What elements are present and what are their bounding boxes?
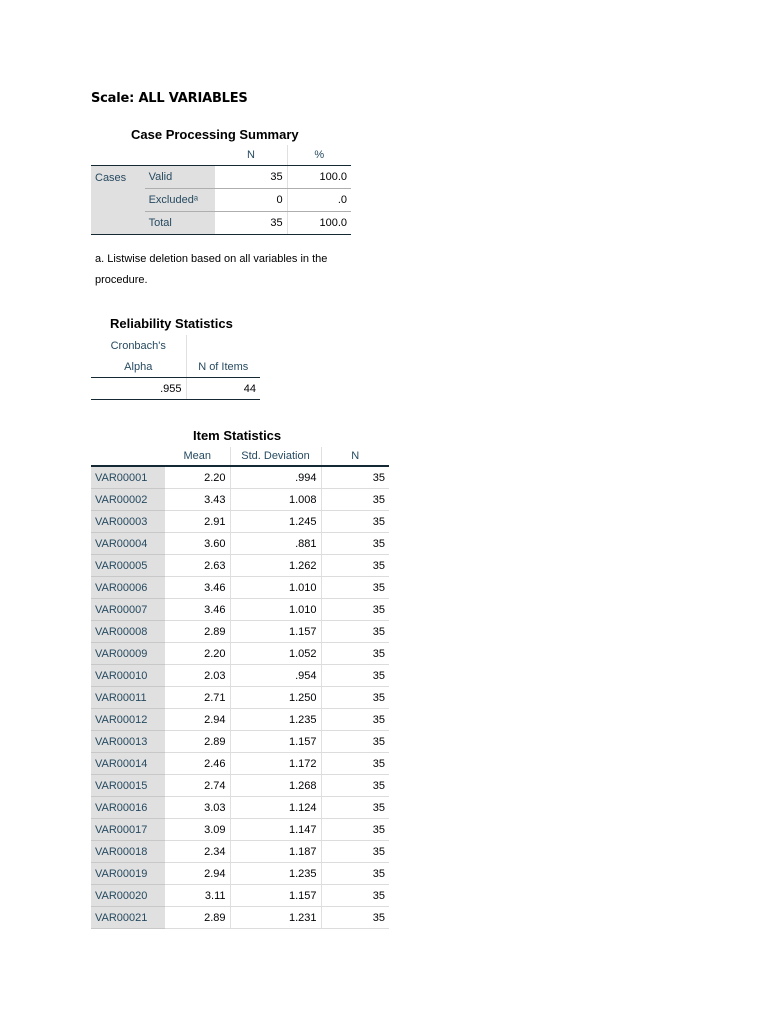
reliability-header-row-2	[91, 356, 260, 378]
item-mean: 2.89	[165, 731, 230, 753]
item-var-label: VAR00021	[91, 907, 165, 929]
case-row-label: Valid	[145, 166, 216, 189]
item-n: 35	[321, 489, 389, 511]
item-n: 35	[321, 466, 389, 489]
item-mean: 2.03	[165, 665, 230, 687]
table-row	[91, 863, 389, 885]
table-row	[91, 709, 389, 731]
header-cronbach-line1: Cronbach's	[91, 335, 186, 356]
item-mean: 3.46	[165, 599, 230, 621]
item-mean: 2.94	[165, 709, 230, 731]
item-mean: 2.34	[165, 841, 230, 863]
case-row-pct: 100.0	[287, 166, 351, 189]
header-n: N	[321, 447, 389, 466]
item-n: 35	[321, 643, 389, 665]
item-var-label: VAR00019	[91, 863, 165, 885]
table-row	[91, 599, 389, 621]
cases-group-label: Cases	[91, 166, 145, 235]
item-std-deviation: 1.262	[230, 555, 321, 577]
item-var-label: VAR00006	[91, 577, 165, 599]
table-row	[91, 489, 389, 511]
header-mean: Mean	[165, 447, 230, 466]
header-n-items: N of Items	[186, 356, 260, 378]
item-mean: 3.09	[165, 819, 230, 841]
header-blank	[91, 145, 215, 166]
item-n: 35	[321, 533, 389, 555]
case-processing-table	[91, 145, 351, 235]
item-std-deviation: 1.235	[230, 709, 321, 731]
n-items-value: 44	[186, 378, 260, 400]
table-row	[91, 687, 389, 709]
reliability-title: Reliability Statistics	[110, 316, 233, 331]
header-blank	[91, 447, 165, 466]
item-n: 35	[321, 665, 389, 687]
case-row-n: 35	[215, 212, 287, 235]
table-row	[91, 841, 389, 863]
item-n: 35	[321, 885, 389, 907]
item-var-label: VAR00007	[91, 599, 165, 621]
item-std-deviation: 1.250	[230, 687, 321, 709]
item-statistics-table	[91, 447, 389, 929]
item-statistics-title: Item Statistics	[193, 428, 282, 443]
item-std-deviation: .881	[230, 533, 321, 555]
item-n: 35	[321, 687, 389, 709]
item-n: 35	[321, 599, 389, 621]
item-mean: 2.71	[165, 687, 230, 709]
reliability-table	[91, 335, 260, 400]
header-n: N	[215, 145, 287, 166]
item-mean: 2.20	[165, 643, 230, 665]
item-std-deviation: 1.245	[230, 511, 321, 533]
case-row-pct: .0	[287, 189, 351, 212]
reliability-value-row	[91, 378, 260, 400]
item-n: 35	[321, 577, 389, 599]
item-var-label: VAR00011	[91, 687, 165, 709]
item-std-deviation: .954	[230, 665, 321, 687]
table-row	[91, 577, 389, 599]
table-row	[91, 643, 389, 665]
case-row-label: Total	[145, 212, 216, 235]
item-n: 35	[321, 731, 389, 753]
item-var-label: VAR00020	[91, 885, 165, 907]
case-row-label: Excludedᵃ	[145, 189, 216, 212]
reliability-header-row-1	[91, 335, 260, 356]
header-cronbach-line2: Alpha	[91, 356, 186, 378]
item-mean: 2.63	[165, 555, 230, 577]
item-mean: 2.74	[165, 775, 230, 797]
table-row	[91, 797, 389, 819]
item-mean: 2.46	[165, 753, 230, 775]
item-var-label: VAR00017	[91, 819, 165, 841]
case-row-n: 0	[215, 189, 287, 212]
table-row	[91, 555, 389, 577]
item-var-label: VAR00015	[91, 775, 165, 797]
item-var-label: VAR00003	[91, 511, 165, 533]
item-var-label: VAR00018	[91, 841, 165, 863]
item-var-label: VAR00010	[91, 665, 165, 687]
item-std-deviation: 1.235	[230, 863, 321, 885]
item-statistics-body	[91, 466, 389, 929]
table-row	[91, 731, 389, 753]
item-mean: 2.89	[165, 621, 230, 643]
item-std-deviation: 1.052	[230, 643, 321, 665]
item-std-deviation: 1.010	[230, 577, 321, 599]
item-header-row	[91, 447, 389, 466]
item-n: 35	[321, 841, 389, 863]
item-var-label: VAR00009	[91, 643, 165, 665]
item-mean: 2.20	[165, 466, 230, 489]
table-row	[91, 907, 389, 929]
item-mean: 3.60	[165, 533, 230, 555]
table-row	[91, 665, 389, 687]
scale-title: Scale: ALL VARIABLES	[91, 91, 248, 106]
table-row	[91, 533, 389, 555]
case-row-pct: 100.0	[287, 212, 351, 235]
item-mean: 3.11	[165, 885, 230, 907]
item-std-deviation: 1.157	[230, 621, 321, 643]
item-std-deviation: 1.268	[230, 775, 321, 797]
item-n: 35	[321, 863, 389, 885]
table-row	[91, 511, 389, 533]
item-std-deviation: 1.172	[230, 753, 321, 775]
item-var-label: VAR00012	[91, 709, 165, 731]
case-row-valid	[91, 166, 351, 189]
item-var-label: VAR00014	[91, 753, 165, 775]
case-row-n: 35	[215, 166, 287, 189]
item-std-deviation: 1.231	[230, 907, 321, 929]
item-n: 35	[321, 775, 389, 797]
table-row	[91, 775, 389, 797]
table-row	[91, 466, 389, 489]
item-std-deviation: .994	[230, 466, 321, 489]
item-n: 35	[321, 621, 389, 643]
item-std-deviation: 1.124	[230, 797, 321, 819]
table-row	[91, 621, 389, 643]
item-n: 35	[321, 797, 389, 819]
item-var-label: VAR00016	[91, 797, 165, 819]
item-var-label: VAR00004	[91, 533, 165, 555]
header-pct: %	[287, 145, 351, 166]
item-mean: 2.94	[165, 863, 230, 885]
item-n: 35	[321, 907, 389, 929]
item-n: 35	[321, 753, 389, 775]
item-n: 35	[321, 819, 389, 841]
item-n: 35	[321, 511, 389, 533]
item-std-deviation: 1.157	[230, 885, 321, 907]
case-processing-footnote: a. Listwise deletion based on all variables in the procedure.	[95, 253, 328, 286]
item-mean: 2.91	[165, 511, 230, 533]
item-std-deviation: 1.187	[230, 841, 321, 863]
item-std-deviation: 1.147	[230, 819, 321, 841]
item-std-deviation: 1.157	[230, 731, 321, 753]
case-processing-header-row	[91, 145, 351, 166]
item-mean: 2.89	[165, 907, 230, 929]
item-n: 35	[321, 555, 389, 577]
item-var-label: VAR00008	[91, 621, 165, 643]
item-var-label: VAR00002	[91, 489, 165, 511]
item-var-label: VAR00013	[91, 731, 165, 753]
item-std-deviation: 1.010	[230, 599, 321, 621]
item-var-label: VAR00005	[91, 555, 165, 577]
item-mean: 3.03	[165, 797, 230, 819]
item-mean: 3.46	[165, 577, 230, 599]
item-std-deviation: 1.008	[230, 489, 321, 511]
item-var-label: VAR00001	[91, 466, 165, 489]
table-row	[91, 819, 389, 841]
header-blank	[186, 335, 260, 356]
table-row	[91, 753, 389, 775]
case-processing-title: Case Processing Summary	[131, 127, 299, 142]
header-std-deviation: Std. Deviation	[230, 447, 321, 466]
table-row	[91, 885, 389, 907]
alpha-value: .955	[91, 378, 186, 400]
item-mean: 3.43	[165, 489, 230, 511]
item-n: 35	[321, 709, 389, 731]
